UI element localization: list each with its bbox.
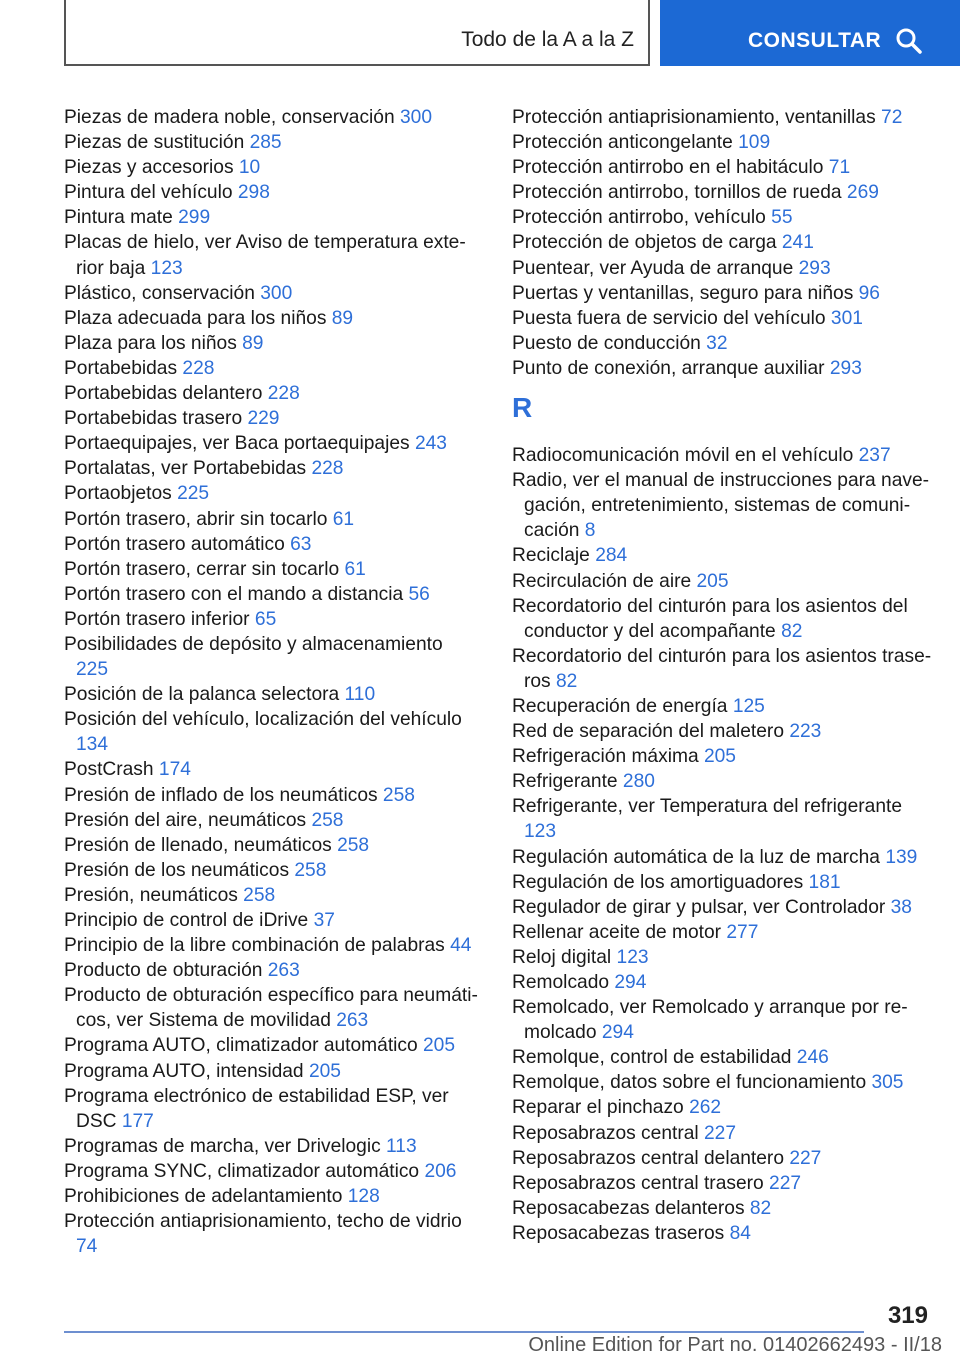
index-entry [512,230,932,255]
index-page-link[interactable]: 109 [738,132,771,154]
index-page-link[interactable]: 82 [749,1197,772,1219]
index-entry [64,230,479,280]
index-entry [512,1196,932,1221]
index-entry [512,769,932,794]
index-entry [64,582,479,607]
index-column-right [512,105,932,1246]
index-entry-text: Posibilidades de depósito y almacenamiento [64,633,443,655]
index-entry [512,870,932,895]
index-entry [64,456,479,481]
index-entry-text: Recirculación de aire [512,570,697,592]
index-page-link[interactable]: 280 [622,771,655,793]
index-entry-text: Rellenar aceite de motor [512,921,727,943]
index-entry-text: Remolque, control de estabilidad [512,1047,797,1069]
index-page-link[interactable]: 258 [311,809,344,831]
index-entry [64,1209,479,1259]
index-page-link[interactable]: 123 [524,821,557,843]
index-page-link[interactable]: 227 [789,1147,822,1169]
index-entry-text: Principio de control de iDrive [64,910,314,931]
index-entry [512,155,932,180]
index-entry [64,155,479,180]
index-entry-text: Protección antirrobo, tornillos de rueda [512,182,847,204]
index-entry-text: Piezas y accesorios [64,157,239,179]
index-entry-text: Portabebidas delantero [64,383,268,405]
index-entry [64,883,479,908]
index-entry [512,569,932,594]
index-entry [64,180,479,205]
index-page-link[interactable]: 294 [614,972,647,993]
index-entry-text: Pintura mate [64,207,179,229]
index-entry [64,808,479,833]
index-entry-text: Producto de obturación específico para neumáticos, ver Sistema de movilidad [64,985,478,1032]
index-entry-text: Portalatas, ver Portabebidas [64,458,312,480]
index-entry [64,1159,479,1184]
index-entry-text: Programa AUTO, intensidad [64,1060,309,1082]
index-entry [64,958,479,983]
index-entry [512,205,932,230]
index-entry-text: Protección antiaprisionamiento, ventanillas [512,107,882,128]
index-entry [64,858,479,883]
index-entry-text: Presión, neumáticos [64,884,244,906]
index-page-link[interactable]: 177 [121,1110,154,1132]
index-page-link[interactable]: 71 [828,157,851,179]
index-entry-text: Posición del vehículo, localización del vehículo [64,709,462,731]
index-page-link[interactable]: 205 [423,1035,456,1057]
index-entry [512,744,932,769]
index-page-link[interactable]: 96 [858,282,880,304]
index-entry [512,443,932,468]
index-entry-text: Radio, ver el manual de instrucciones para navegación, entretenimiento, sistemas de comunicación [512,470,930,542]
index-page-link[interactable]: 82 [781,620,803,642]
top-navigation [0,0,960,66]
index-entry [64,933,479,958]
index-entry-text: Pintura del vehículo [64,182,238,204]
index-page-link[interactable]: 65 [254,608,277,630]
index-entry-text: Protección antirrobo en el habitáculo [512,157,829,179]
index-page-link[interactable]: 225 [76,659,109,681]
index-page-link[interactable]: 63 [290,533,312,555]
index-entry [512,594,932,644]
index-entry-text: Refrigerante, ver Temperatura del refrigerante [512,796,902,818]
index-entry-text: Reposacabezas delanteros [512,1197,750,1219]
index-entry [64,406,479,431]
index-page-link[interactable]: 262 [689,1097,722,1119]
index-entry-text: Puertas y ventanillas, seguro para niños [512,282,859,304]
index-entry-text: Radiocomunicación móvil en el vehículo [512,445,859,467]
index-entry [512,719,932,744]
index-entry [64,607,479,632]
index-entry [512,1121,932,1146]
index-entry-text: Reparar el pinchazo [512,1097,690,1119]
index-page-link[interactable]: 305 [871,1072,904,1094]
index-page-link[interactable]: 82 [556,670,578,692]
index-entry-text: Reciclaje [512,545,596,567]
index-page-link[interactable]: 227 [703,1122,736,1144]
index-page-link[interactable]: 300 [399,107,432,128]
index-entry-text: Portón trasero automático [64,533,291,555]
index-page-link[interactable]: 32 [706,332,728,354]
index-entry-text: Puesto de conducción [512,332,707,354]
index-entry-text: Posición de la palanca selectora [64,684,345,706]
index-page-link[interactable]: 134 [76,734,109,756]
index-entry [512,468,932,543]
index-entry-text: Reposabrazos central delantero [512,1147,790,1169]
index-entry-text: Presión del aire, neumáticos [64,809,312,831]
index-entry-text: Refrigerante [512,771,623,793]
index-entry [512,694,932,719]
index-entry-text: Reloj digital [512,946,617,968]
index-entry [512,895,932,920]
index-entry [512,1095,932,1120]
index-entry [64,130,479,155]
index-page-link[interactable]: 56 [408,583,430,605]
index-page-link[interactable]: 263 [267,960,300,982]
index-page-link[interactable]: 277 [726,921,759,943]
tab-consult[interactable] [660,0,960,66]
index-entry-text: Regulación automática de la luz de marcha [512,846,886,868]
index-entry-text: Presión de llenado, neumáticos [64,834,338,856]
index-entry-text: Portón trasero con el mando a distancia [64,583,409,605]
index-page-link[interactable]: 246 [796,1047,829,1069]
index-entry [64,757,479,782]
index-entry-text: Portón trasero, cerrar sin tocarlo [64,558,345,580]
tab-consult-label: CONSULTAR [748,29,882,52]
index-entry [64,783,479,808]
index-page-link[interactable]: 258 [294,859,327,881]
index-page-link[interactable]: 181 [808,871,841,893]
index-entry [64,105,479,130]
index-page-link[interactable]: 89 [331,307,354,329]
index-entry [512,306,932,331]
page-number: 319 [887,1302,928,1329]
index-entry [64,356,479,381]
index-page-link[interactable]: 110 [344,684,376,706]
index-entry [512,1221,932,1246]
index-page-link[interactable]: 228 [182,357,215,379]
index-entry [64,1059,479,1084]
index-page-link[interactable]: 55 [771,207,793,229]
index-page-link[interactable]: 74 [76,1236,98,1258]
index-entry-text: Presión de los neumáticos [64,859,295,881]
index-entry [64,431,479,456]
index-entry [64,532,479,557]
index-page-link[interactable]: 294 [601,1022,634,1044]
index-entry [512,920,932,945]
index-entry-text: Portaequipajes, ver Baca portaequipajes [64,433,415,455]
index-entry [64,1134,479,1159]
index-entry [512,1171,932,1196]
index-page-link[interactable]: 243 [414,433,447,455]
index-page-link[interactable]: 123 [150,257,183,279]
index-entry [64,908,479,933]
index-entry-text: Protección antiaprisionamiento, techo de vidrio [64,1211,462,1233]
index-entry-text: Placas de hielo, ver Aviso de temperatura exterior baja [64,232,466,279]
search-icon[interactable] [894,26,924,56]
index-entry-text: Red de separación del maletero [512,721,790,743]
index-entry-text: Portaobjetos [64,483,178,505]
index-page-link[interactable]: 269 [846,182,879,204]
index-entry-text: Recordatorio del cinturón para los asientos del conductor y del acompañante [512,595,908,642]
index-entry [512,356,932,381]
index-page-link[interactable]: 228 [267,383,300,405]
index-entry-text: Plaza para los niños [64,332,243,354]
index-entry-text: Regulador de girar y pulsar, ver Controlador [512,896,891,918]
index-entry [64,306,479,331]
index-column-left [64,105,479,1259]
index-entry [512,1045,932,1070]
index-page-link[interactable]: 37 [313,910,335,931]
index-entry [64,557,479,582]
index-page-link[interactable]: 299 [178,207,211,229]
index-entry-text: Plástico, conservación [64,282,261,304]
index-page-link[interactable]: 139 [885,846,918,868]
index-page-link[interactable]: 301 [830,307,863,329]
index-page-link[interactable]: 10 [238,157,261,179]
index-page-link[interactable]: 293 [798,257,831,279]
index-entry [64,205,479,230]
index-entry-text: Remolque, datos sobre el funcionamiento [512,1072,872,1094]
index-entry-text: Punto de conexión, arranque auxiliar [512,357,830,379]
index-page-link[interactable]: 227 [769,1172,802,1194]
index-entry [512,256,932,281]
index-entry [512,543,932,568]
index-entry [64,281,479,306]
index-page-link[interactable]: 72 [881,107,903,128]
index-entry-text: Recuperación de energía [512,695,733,717]
index-page-link[interactable]: 228 [311,458,344,480]
index-entry-text: Remolcado [512,972,615,993]
index-entry-text: Principio de la libre combinación de palabras [64,935,451,957]
index-page-link[interactable]: 237 [858,445,891,467]
index-page-link[interactable]: 300 [260,282,293,304]
index-entry-text: Reposabrazos central trasero [512,1172,770,1194]
index-page-link[interactable]: 113 [386,1135,417,1157]
index-entry-text: Regulación de los amortiguadores [512,871,809,893]
tab-a-to-z-label: Todo de la A a la Z [461,28,634,51]
index-page-link[interactable]: 205 [308,1060,341,1082]
index-page-link[interactable]: 38 [890,896,912,918]
index-page-link[interactable]: 223 [789,721,822,743]
footer-divider [64,1331,864,1333]
index-entry-text: Piezas de sustitución [64,132,250,154]
index-entry [64,507,479,532]
index-page-link[interactable]: 229 [247,408,280,430]
index-page-link[interactable]: 61 [332,508,355,530]
index-entry-text: Programas de marcha, ver Drivelogic [64,1135,387,1157]
index-entry [64,481,479,506]
footer-edition: Online Edition for Part no. 01402662493 - II/18 [528,1334,942,1356]
index-entry-text: Puentear, ver Ayuda de arranque [512,257,799,279]
index-entry [64,707,479,757]
index-entry-text: Portón trasero inferior [64,608,255,630]
index-entry [64,1184,479,1209]
index-page-link[interactable]: 84 [729,1222,751,1244]
index-page-link[interactable]: 44 [450,935,472,957]
index-entry-text: Piezas de madera noble, conservación [64,107,400,128]
index-page-link[interactable]: 8 [584,520,596,542]
index-entry-text: Portabebidas [64,357,183,379]
index-entry [64,381,479,406]
index-entry [512,845,932,870]
index-entry-text: Plaza adecuada para los niños [64,307,332,329]
index-page-link[interactable]: 258 [382,784,415,806]
index-page-link[interactable]: 258 [243,884,276,906]
index-entry-text: Programa electrónico de estabilidad ESP, ver DSC [64,1085,449,1132]
index-page-link[interactable]: 128 [347,1186,380,1208]
index-entry [64,1033,479,1058]
index-page-link[interactable]: 225 [177,483,210,505]
index-page-link[interactable]: 258 [337,834,370,856]
index-entry-text: Portabebidas trasero [64,408,248,430]
index-entry-text: Remolcado, ver Remolcado y arranque por remolcado [512,997,908,1044]
index-group-r [512,443,932,1246]
index-entry-text: Producto de obturación [64,960,268,982]
index-entry [512,970,932,995]
index-entry [512,281,932,306]
index-entry [512,945,932,970]
index-page-link[interactable]: 123 [616,946,649,968]
index-entry [512,1146,932,1171]
index-entry-text: Prohibiciones de adelantamiento [64,1186,348,1208]
index-entry [64,1084,479,1134]
index-entry [64,983,479,1033]
index-entry [512,105,932,130]
index-entry [64,833,479,858]
index-entry [512,180,932,205]
index-group-p [512,105,932,381]
index-entry [512,130,932,155]
index-entry-text: Presión de inflado de los neumáticos [64,784,383,806]
index-page-link[interactable]: 241 [781,232,814,254]
index-page-link[interactable]: 298 [237,182,270,204]
index-page-link[interactable]: 61 [344,558,366,580]
index-entry-text: PostCrash [64,759,159,781]
index-page-link[interactable]: 89 [242,332,264,354]
index-entry [512,995,932,1045]
index-entry [512,331,932,356]
index-entry-text: Recordatorio del cinturón para los asientos traseros [512,645,932,692]
index-page-link[interactable]: 125 [732,695,765,717]
section-letter: R [512,392,533,424]
index-page-link[interactable]: 263 [336,1010,369,1032]
index-entry [64,682,479,707]
index-page-link[interactable]: 205 [696,570,729,592]
index-page-link[interactable]: 285 [249,132,282,154]
index-entry [512,1070,932,1095]
index-entry-text: Portón trasero, abrir sin tocarlo [64,508,333,530]
index-entry-text: Refrigeración máxima [512,746,704,768]
index-page-link[interactable]: 174 [158,759,191,781]
index-entry-text: Programa AUTO, climatizador automático [64,1035,424,1057]
index-page-link[interactable]: 284 [595,545,628,567]
index-entry-text: Protección anticongelante [512,132,739,154]
index-entry [512,644,932,694]
index-entry-text: Protección antirrobo, vehículo [512,207,772,229]
index-entry [512,794,932,844]
index-entry-text: Protección de objetos de carga [512,232,782,254]
index-entry [64,632,479,682]
index-entry-text: Puesta fuera de servicio del vehículo [512,307,831,329]
index-page-link[interactable]: 293 [829,357,862,379]
tab-a-to-z[interactable] [64,0,650,66]
index-entry [64,331,479,356]
index-entry-text: Reposabrazos central [512,1122,704,1144]
index-page-link[interactable]: 206 [424,1160,457,1182]
index-entry-text: Programa SYNC, climatizador automático [64,1160,425,1182]
index-page-link[interactable]: 205 [703,746,736,768]
index-entry-text: Reposacabezas traseros [512,1222,730,1244]
